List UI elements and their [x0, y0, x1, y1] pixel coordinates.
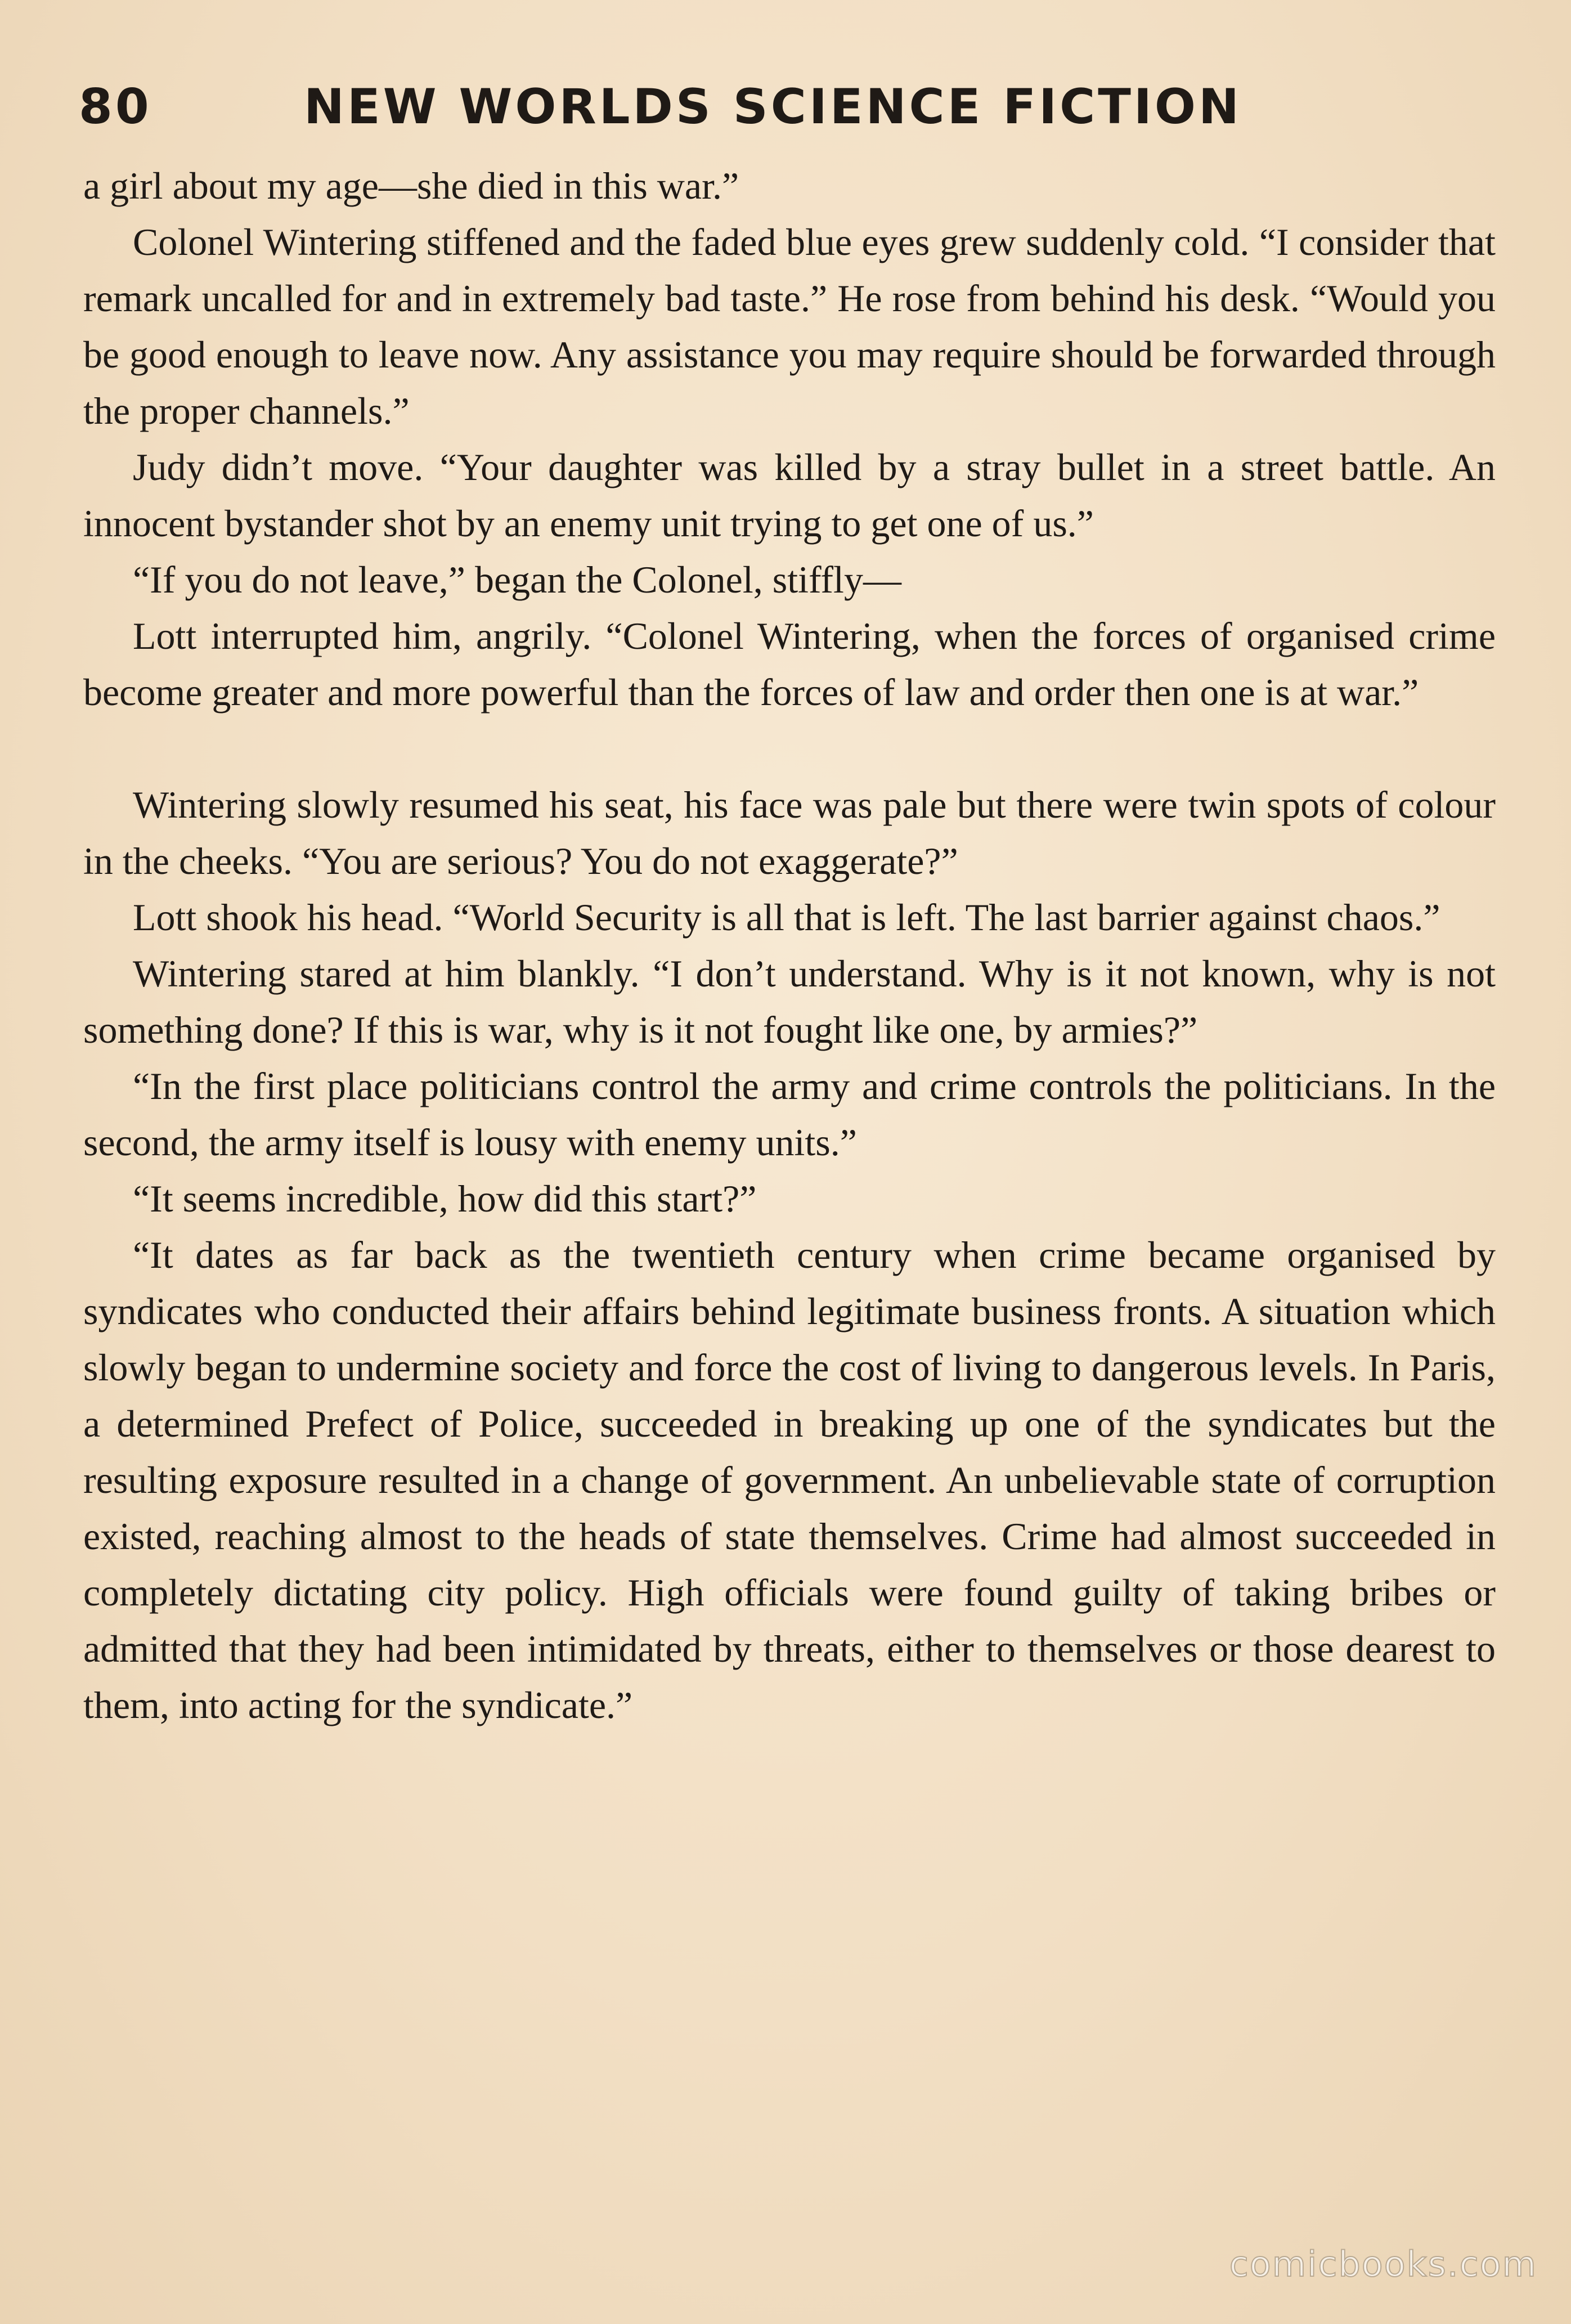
paragraph: “It dates as far back as the twentieth century when crime became organised by syndicates who conducted their affairs behind legitimate business fronts. A situation which slowly began to undermine society and force the cost of living to dangerous levels. In Paris, a determined Prefect of Police, succeeded in breaking up one of the syndicates but the resulting exposure resulted in a change of government. An unbelievable state of corruption existed, reaching almost to the heads of state themselves. Crime had almost succeeded in completely dictating city policy. High officials were found guilty of taking bribes or admitted that they had been intimidated by threats, either to themselves or those dearest to them, into acting for the syndicate.” — [83, 1233, 1496, 1726]
story-text — [83, 158, 1496, 1733]
paragraph: Judy didn’t move. “Your daughter was killed by a stray bullet in a street battle. An innocent bystander shot by an enemy unit trying to get one of us.” — [83, 446, 1496, 545]
site-watermark: comicbooks.com — [1229, 2244, 1537, 2285]
paragraph: Lott interrupted him, angrily. “Colonel Wintering, when the forces of organised crime become greater and more powerful than the forces of law and order then one is at war.” — [83, 614, 1496, 714]
paragraph: “In the first place politicians control the army and crime controls the politicians. In the second, the army itself is lousy with enemy units.” — [83, 1065, 1496, 1164]
paragraph: a girl about my age—she died in this war.” — [83, 164, 739, 207]
page-header — [79, 79, 1497, 135]
section-break — [83, 720, 1496, 777]
paragraph: Colonel Wintering stiffened and the faded blue eyes grew suddenly cold. “I consider that remark uncalled for and in extremely bad taste.” He rose from behind his desk. “Would you be good enough to leave now. Any assistance you may require should be forwarded through the proper channels.” — [83, 221, 1496, 432]
paragraph: “It seems incredible, how did this start?” — [133, 1177, 757, 1220]
paragraph: “If you do not leave,” began the Colonel, stiffly— — [133, 558, 901, 601]
magazine-title: NEW WORLDS SCIENCE FICTION — [304, 79, 1242, 135]
page-number: 80 — [79, 79, 152, 135]
paragraph: Wintering stared at him blankly. “I don’t understand. Why is it not known, why is not something done? If this is war, why is it not fought like one, by armies?” — [83, 952, 1496, 1051]
paragraph: Lott shook his head. “World Security is all that is left. The last barrier against chaos.” — [133, 896, 1440, 939]
paragraph: Wintering slowly resumed his seat, his face was pale but there were twin spots of colour in the cheeks. “You are serious? You do not exaggerate?” — [83, 783, 1496, 882]
